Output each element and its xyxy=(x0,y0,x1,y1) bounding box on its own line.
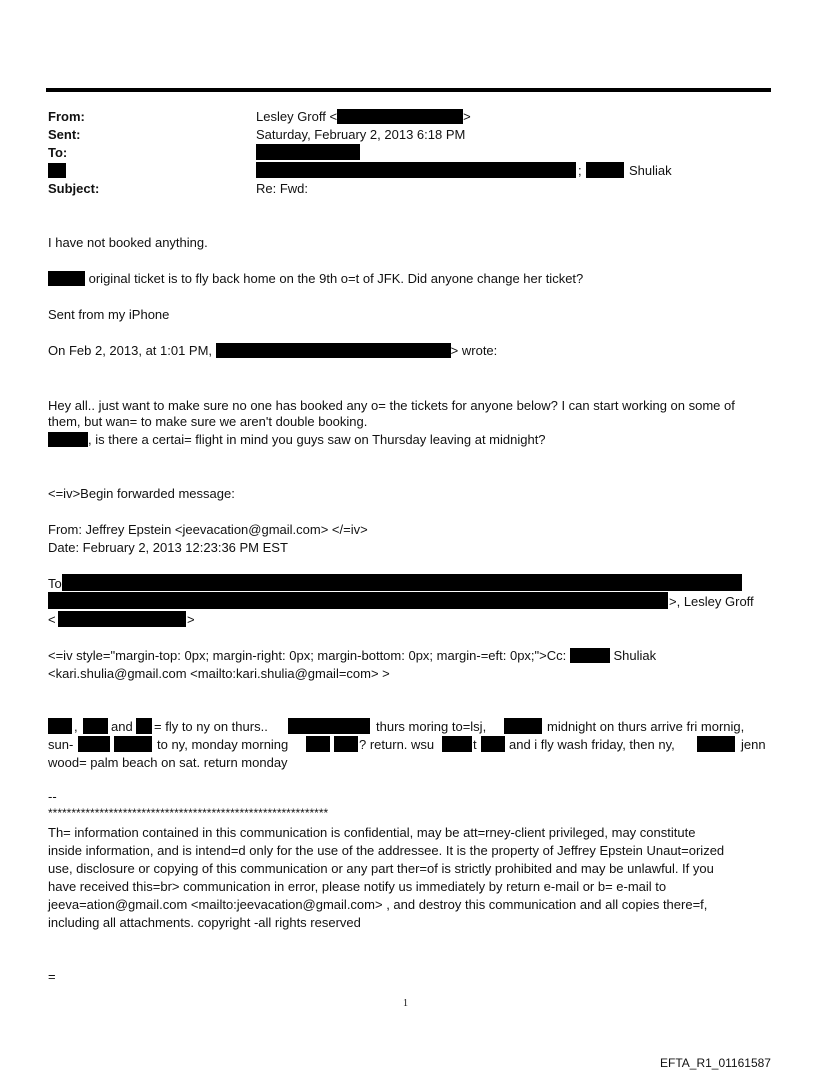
quote-date: On Feb 2, 2013, at 1:01 PM, xyxy=(48,343,213,358)
redaction-box xyxy=(136,718,152,734)
forward-from: From: Jeffrey Epstein <jeevacation@gmail.com> </=iv> xyxy=(48,522,368,537)
travel-text: wood= palm beach on sat. return monday xyxy=(48,755,288,770)
signature-iphone: Sent from my iPhone xyxy=(48,307,170,322)
travel-text: sun- xyxy=(48,737,74,752)
body-line: I have not booked anything. xyxy=(48,235,208,250)
redaction-box xyxy=(48,163,66,178)
redaction-box xyxy=(334,736,358,752)
forward-to-label: To xyxy=(48,576,62,591)
body-line: Hey all.. just want to make sure no one has booked any o= the tickets for anyone below? I can start working on some of xyxy=(48,398,735,413)
travel-text: , xyxy=(74,719,78,734)
redaction-box xyxy=(697,736,735,752)
cc-email: <kari.shulia@gmail.com <mailto:kari.shulia@gmail=com> > xyxy=(48,666,390,681)
body-text: , is there a certai= flight in mind you guys saw on Thursday leaving at midnight? xyxy=(88,432,546,447)
redaction-box xyxy=(62,574,742,591)
redaction-box xyxy=(83,718,108,734)
sent-value: Saturday, February 2, 2013 6:18 PM xyxy=(256,127,466,142)
top-rule xyxy=(46,88,771,92)
notice-line: Th= information contained in this communication is confidential, may be att=rney-client privileged, may constitute xyxy=(48,825,696,840)
forward-to-gt: > xyxy=(187,612,195,627)
forward-to-end: >, Lesley Groff xyxy=(669,594,754,609)
sent-label: Sent: xyxy=(48,127,81,142)
redaction-box xyxy=(256,162,576,178)
notice-line: including all attachments. copyright -all rights reserved xyxy=(48,915,361,930)
notice-line: jeeva=ation@gmail.com <mailto:jeevacation@gmail.com> , and destroy this communication and all copies there=f, xyxy=(48,897,708,912)
redaction-box xyxy=(570,648,610,663)
to-name: Shuliak xyxy=(629,163,672,178)
redaction-box xyxy=(114,736,152,752)
subject-value: Re: Fwd: xyxy=(256,181,309,196)
to-label: To: xyxy=(48,145,68,160)
trailing-equals: = xyxy=(48,969,56,984)
body-text: original ticket is to fly back home on the 9th o=t of JFK. Did anyone change her ticket? xyxy=(88,271,584,286)
cc-name: Shuliak xyxy=(613,648,657,663)
travel-text: and i fly wash friday, then ny, xyxy=(509,737,675,752)
redaction-box xyxy=(288,718,370,734)
from-name: Lesley Groff < xyxy=(256,109,338,124)
redaction-box xyxy=(306,736,330,752)
body-line: them, but wan= to make sure we aren't double booking. xyxy=(48,414,368,429)
redaction-box xyxy=(48,432,88,447)
redaction-box xyxy=(337,109,463,124)
bates-number: EFTA_R1_01161587 xyxy=(660,1056,771,1070)
from-close: > xyxy=(463,109,471,124)
travel-text: ? return. wsu xyxy=(359,737,435,752)
redaction-box xyxy=(442,736,472,752)
body-line xyxy=(48,432,546,448)
from-value xyxy=(256,109,471,125)
notice-line: inside information, and is intend=d only for the use of the addressee. It is the property of Jeffrey Epstein Unaut=orized xyxy=(48,843,725,858)
forward-begin: <=iv>Begin forwarded message: xyxy=(48,486,235,501)
sig-dash: -- xyxy=(48,789,57,804)
travel-text: jenn xyxy=(741,737,766,752)
redaction-box xyxy=(78,736,110,752)
travel-text: and xyxy=(111,719,133,734)
travel-text: midnight on thurs arrive fri mornig, xyxy=(547,719,745,734)
travel-text: thurs moring to=lsj, xyxy=(376,719,487,734)
subject-label: Subject: xyxy=(48,181,100,196)
redaction-box xyxy=(48,271,85,286)
body-line xyxy=(48,271,583,287)
to-separator: ; xyxy=(578,163,582,178)
redaction-box xyxy=(256,144,360,160)
travel-text: to ny, monday morning xyxy=(157,737,289,752)
redaction-box xyxy=(216,343,451,358)
cc-text: <=iv style="margin-top: 0px; margin-right: 0px; margin-bottom: 0px; margin-=eft: 0px;">Cc: xyxy=(48,648,567,663)
redaction-box xyxy=(481,736,505,752)
quote-header xyxy=(48,343,497,359)
forward-date: Date: February 2, 2013 12:23:36 PM EST xyxy=(48,540,288,555)
redaction-box xyxy=(504,718,542,734)
notice-line: use, disclosure or copying of this communication or any part ther=of is strictly prohibited and may be unlawful. If you xyxy=(48,861,714,876)
cc-line xyxy=(48,648,656,664)
sig-stars: ************************************************************ xyxy=(48,806,329,820)
travel-text: t xyxy=(473,737,477,752)
travel-text: = fly to ny on thurs.. xyxy=(154,719,268,734)
forward-to-lt: < xyxy=(48,612,56,627)
notice-line: have received this=br> communication in error, please notify us immediately by return e-mail or b= e-mail to xyxy=(48,879,667,894)
page-number: 1 xyxy=(403,998,408,1009)
redaction-box xyxy=(48,592,668,609)
redaction-box xyxy=(586,162,624,178)
from-label: From: xyxy=(48,109,85,124)
redaction-box xyxy=(48,718,72,734)
redaction-box xyxy=(58,611,186,627)
quote-wrote: > wrote: xyxy=(450,343,498,358)
